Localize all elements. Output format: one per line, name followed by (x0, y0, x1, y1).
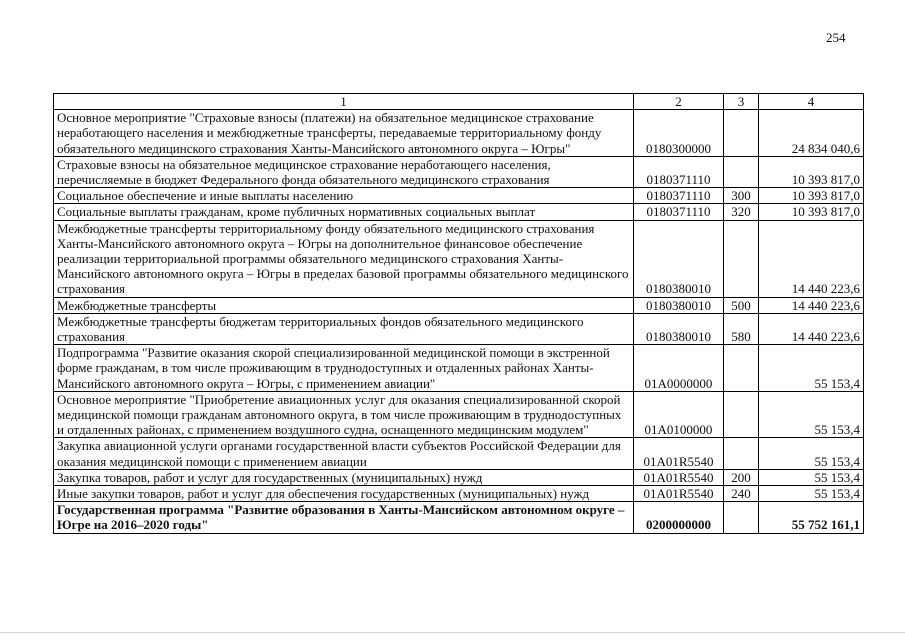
row-expense-type: 320 (724, 204, 759, 220)
row-target-code: 0200000000 (634, 502, 724, 533)
row-target-code: 01А01R5540 (634, 486, 724, 502)
row-expense-type: 200 (724, 469, 759, 485)
row-expense-type: 580 (724, 313, 759, 344)
row-amount: 14 440 223,6 (759, 313, 864, 344)
table-row-program-total (54, 502, 864, 533)
row-expense-type: 500 (724, 297, 759, 313)
row-name: Социальные выплаты гражданам, кроме публичных нормативных социальных выплат (54, 204, 634, 220)
row-amount: 55 153,4 (759, 391, 864, 438)
table-row (54, 297, 864, 313)
row-amount: 10 393 817,0 (759, 156, 864, 187)
table-row (54, 391, 864, 438)
row-target-code: 01А01R5540 (634, 469, 724, 485)
row-amount: 55 752 161,1 (759, 502, 864, 533)
row-amount: 10 393 817,0 (759, 188, 864, 204)
row-expense-type (724, 220, 759, 297)
row-amount: 14 440 223,6 (759, 220, 864, 297)
row-target-code: 0180300000 (634, 110, 724, 157)
header-col-2: 2 (634, 94, 724, 110)
table-row (54, 188, 864, 204)
budget-table (53, 93, 864, 534)
table-row (54, 313, 864, 344)
row-amount: 55 153,4 (759, 438, 864, 469)
row-name: Межбюджетные трансферты бюджетам территориальных фондов обязательного медицинского страхования (54, 313, 634, 344)
row-name: Подпрограмма "Развитие оказания скорой специализированной медицинской помощи в экстренной форме гражданам, в том числе проживающим в труднодоступных и отдаленных районах Ханты-Мансийского автономного округа – Югры, с применением авиации" (54, 345, 634, 392)
row-target-code: 0180371110 (634, 156, 724, 187)
row-name: Основное мероприятие "Приобретение авиационных услуг для оказания специализированной скорой медицинской помощи гражданам автономного округа, в том числе проживающим в труднодоступных и отдаленных районах, с применением воздушного судна, оснащенного медицинским модулем" (54, 391, 634, 438)
table-row (54, 220, 864, 297)
row-name: Государственная программа "Развитие образования в Ханты-Мансийском автономном округе – Югре на 2016–2020 годы" (54, 502, 634, 533)
row-target-code: 01А01R5540 (634, 438, 724, 469)
row-name: Закупка авиационной услуги органами государственной власти субъектов Российской Федерации для оказания медицинской помощи с применением авиации (54, 438, 634, 469)
row-expense-type (724, 391, 759, 438)
row-amount: 55 153,4 (759, 469, 864, 485)
row-expense-type (724, 156, 759, 187)
row-name: Социальное обеспечение и иные выплаты населению (54, 188, 634, 204)
row-expense-type (724, 438, 759, 469)
table-row (54, 438, 864, 469)
page-number: 254 (826, 30, 846, 45)
row-target-code: 01А0100000 (634, 391, 724, 438)
table-header-row (54, 94, 864, 110)
row-amount: 24 834 040,6 (759, 110, 864, 157)
header-col-1: 1 (54, 94, 634, 110)
row-expense-type (724, 502, 759, 533)
row-expense-type (724, 345, 759, 392)
table-row (54, 204, 864, 220)
table-row (54, 156, 864, 187)
row-target-code: 0180371110 (634, 188, 724, 204)
row-name: Межбюджетные трансферты (54, 297, 634, 313)
row-name: Закупка товаров, работ и услуг для государственных (муниципальных) нужд (54, 469, 634, 485)
row-target-code: 01А0000000 (634, 345, 724, 392)
row-amount: 55 153,4 (759, 486, 864, 502)
table-row (54, 469, 864, 485)
header-col-4: 4 (759, 94, 864, 110)
row-expense-type: 240 (724, 486, 759, 502)
row-amount: 55 153,4 (759, 345, 864, 392)
header-col-3: 3 (724, 94, 759, 110)
page-bottom-edge (0, 632, 905, 633)
row-expense-type (724, 110, 759, 157)
table-row (54, 110, 864, 157)
row-amount: 10 393 817,0 (759, 204, 864, 220)
table-row (54, 486, 864, 502)
row-target-code: 0180380010 (634, 297, 724, 313)
row-target-code: 0180371110 (634, 204, 724, 220)
row-name: Основное мероприятие "Страховые взносы (платежи) на обязательное медицинское страхование неработающего населения и межбюджетные трансферты, передаваемые территориальному фонду обязательного медицинского страхования Ханты-Мансийского автономного округа – Югры" (54, 110, 634, 157)
row-name: Страховые взносы на обязательное медицинское страхование неработающего населения, перечисляемые в бюджет Федерального фонда обязательного медицинского страхования (54, 156, 634, 187)
table-row (54, 345, 864, 392)
row-target-code: 0180380010 (634, 220, 724, 297)
row-expense-type: 300 (724, 188, 759, 204)
row-name: Иные закупки товаров, работ и услуг для обеспечения государственных (муниципальных) нужд (54, 486, 634, 502)
row-target-code: 0180380010 (634, 313, 724, 344)
row-amount: 14 440 223,6 (759, 297, 864, 313)
row-name: Межбюджетные трансферты территориальному фонду обязательного медицинского страхования Ханты-Мансийского автономного округа – Югры на дополнительное финансовое обеспечение реализации территориальной программы обязательного медицинского страхования Ханты-Мансийского автономного округа – Югры в пределах базовой программы обязательного медицинского страхования (54, 220, 634, 297)
